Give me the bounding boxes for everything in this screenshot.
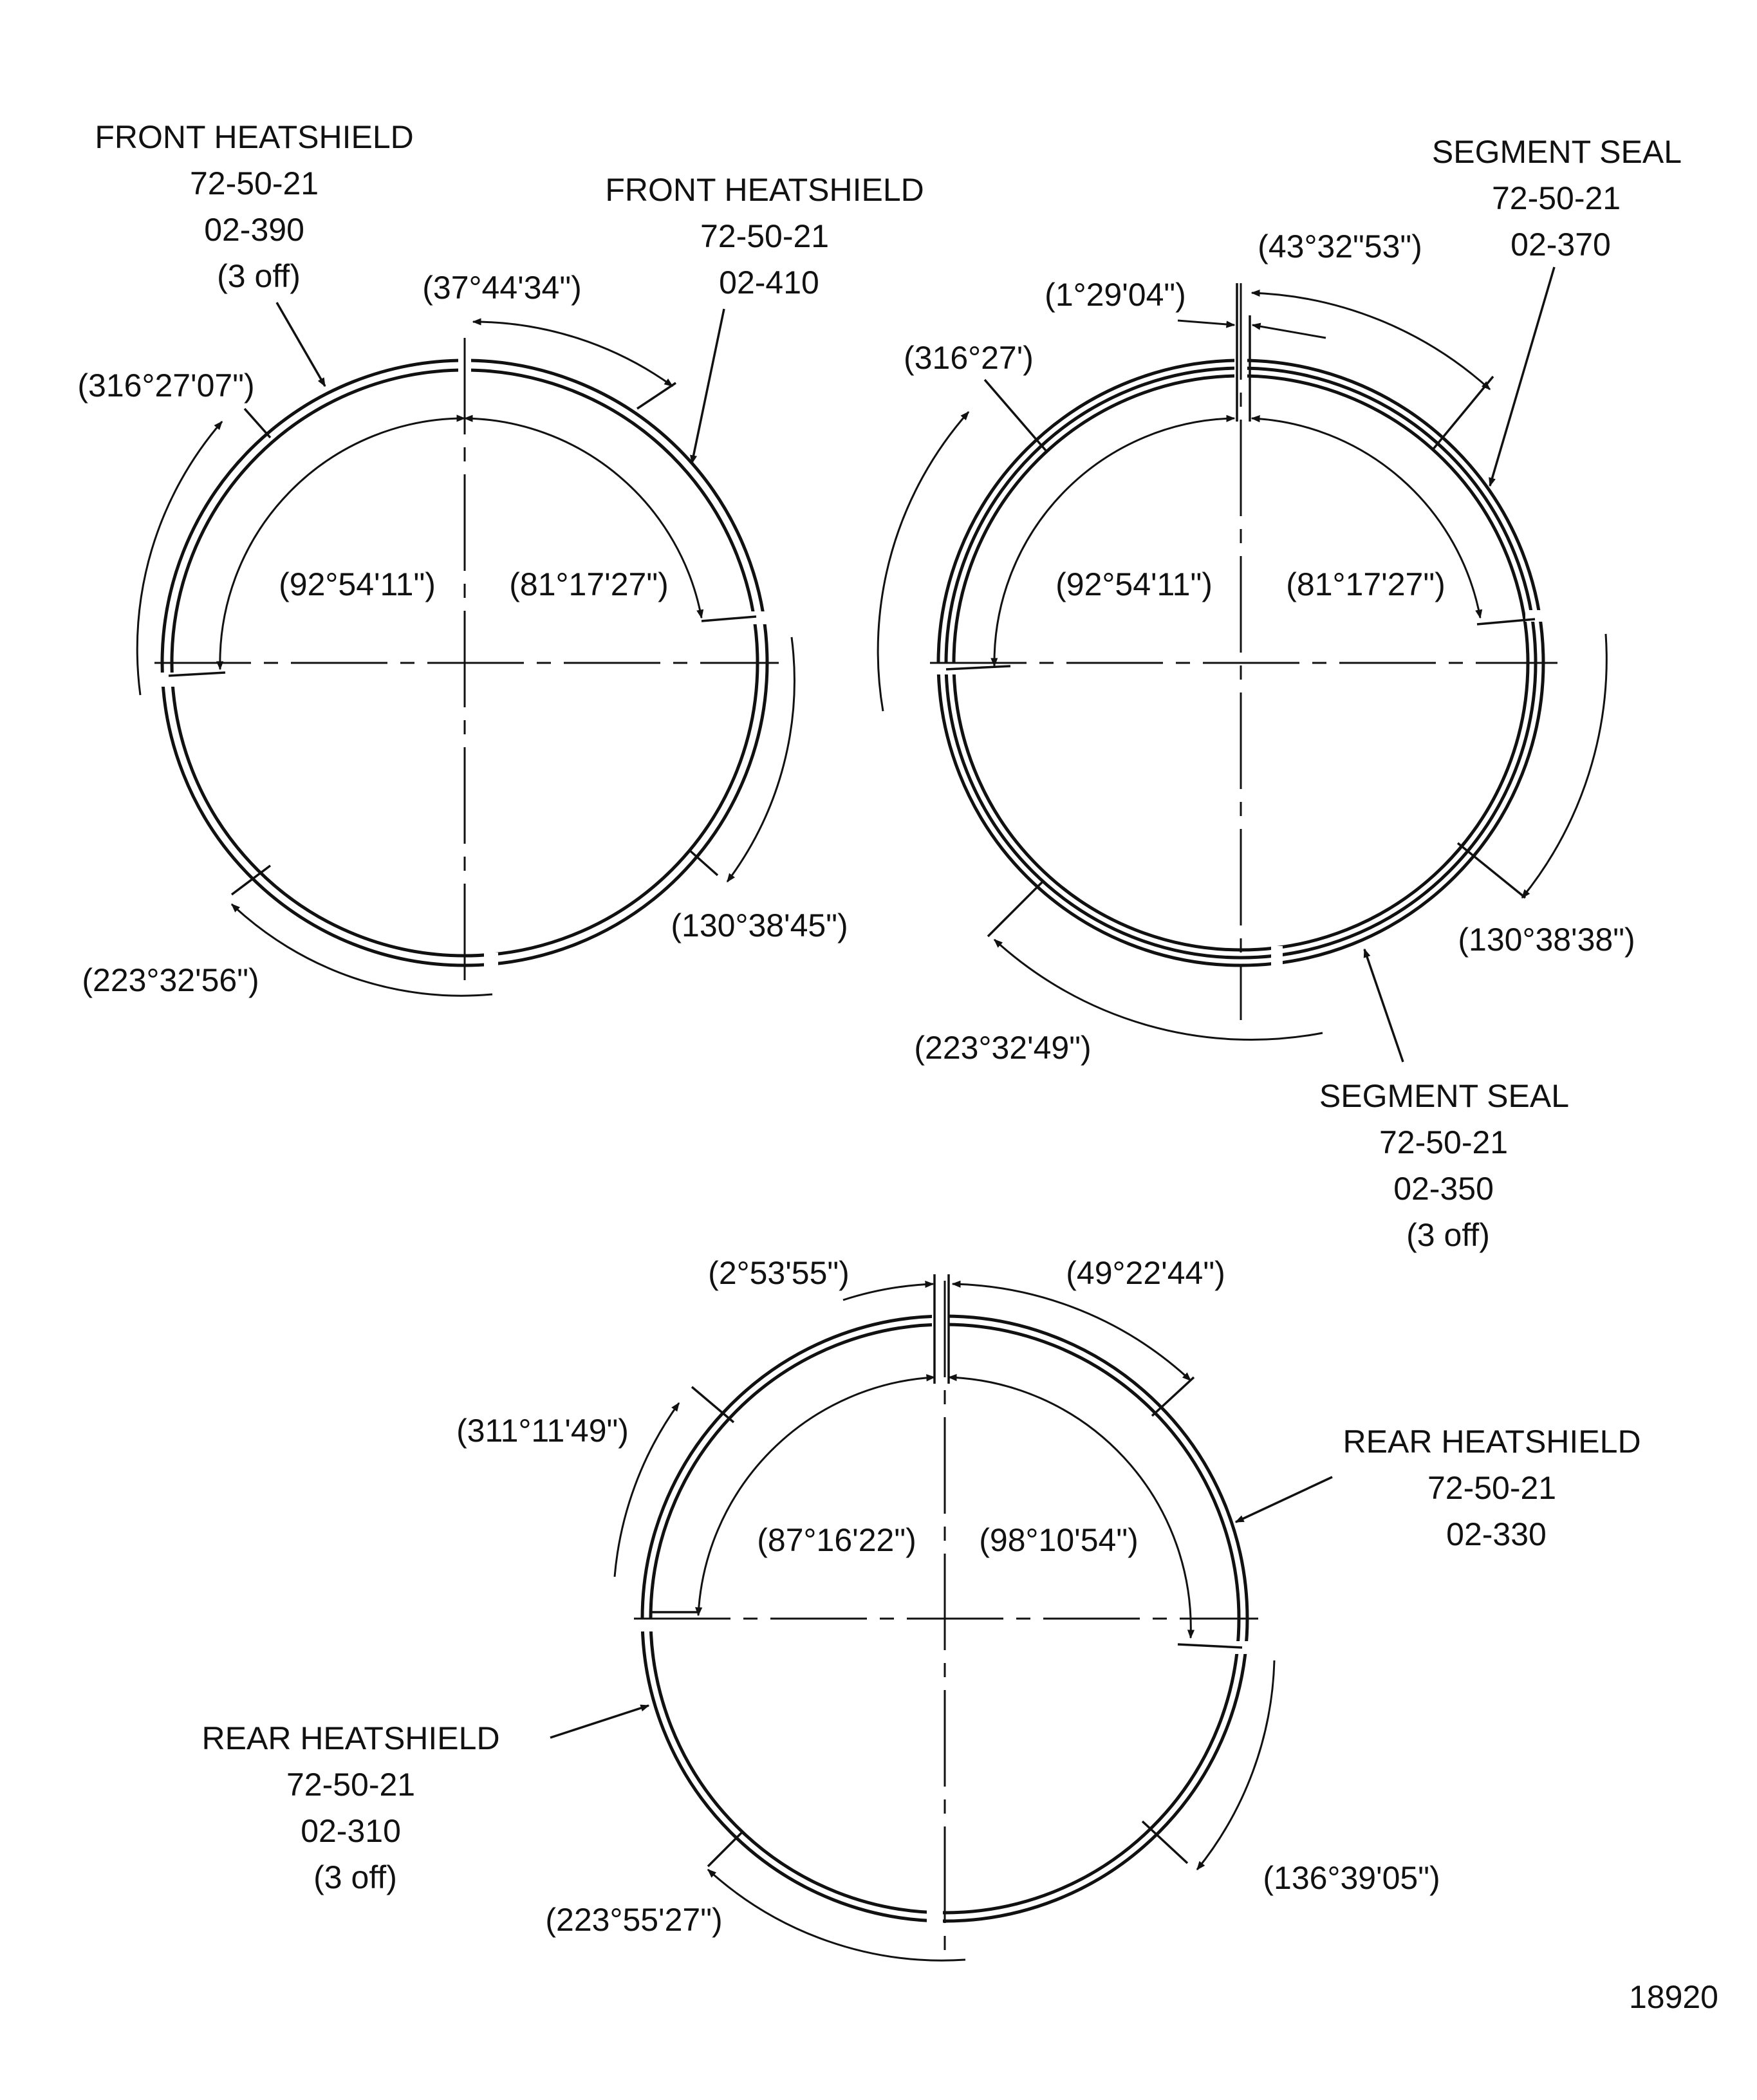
seal-tick-43 xyxy=(1432,376,1493,451)
rear-angle-87: (87°16'22") xyxy=(757,1522,916,1558)
seal-angle-81: (81°17'27") xyxy=(1286,566,1446,602)
rear-gap-left xyxy=(634,1619,656,1631)
seal-angle-130: (130°38'38") xyxy=(1458,922,1635,958)
seal-dim-1-left xyxy=(1178,321,1234,325)
front-tick-37 xyxy=(637,383,676,409)
front-dim-37 xyxy=(473,322,673,386)
rear-heatshield-330-label: REAR HEATSHIELD 72-50-21 02-330 xyxy=(1343,1424,1641,1552)
front-dim-223 xyxy=(232,904,492,996)
seal-gap-bottom xyxy=(1271,946,1283,975)
front-angle-130: (130°38'45") xyxy=(671,907,848,943)
seal-leader-350 xyxy=(1364,949,1403,1062)
rear-angle-311: (311°11'49") xyxy=(456,1413,629,1449)
front-angle-81: (81°17'27") xyxy=(509,566,669,602)
rear-angle-98: (98°10'54") xyxy=(979,1522,1139,1558)
seal-angle-43: (43°32"53") xyxy=(1258,228,1422,265)
seal-angle-92: (92°54'11") xyxy=(1055,566,1213,602)
rear-gap-bottom xyxy=(927,1905,943,1928)
seal-tick-130 xyxy=(1458,843,1525,898)
front-angle-316: (316°27'07") xyxy=(77,367,255,404)
front-angle-37: (37°44'34") xyxy=(422,270,582,306)
front-heatshield-410-label: FRONT HEATSHIELD 72-50-21 02-410 xyxy=(605,172,924,301)
segment-seal-view xyxy=(878,134,1689,1253)
seal-leader-370 xyxy=(1490,267,1554,486)
rear-leader-310 xyxy=(550,1705,649,1738)
rear-angle-223: (223°55'27") xyxy=(545,1902,723,1938)
segment-seal-350-label: SEGMENT SEAL 72-50-21 02-350 (3 off) xyxy=(1319,1078,1568,1253)
rear-heatshield-310-label: REAR HEATSHIELD 72-50-21 02-310 (3 off) xyxy=(201,1720,500,1895)
front-heatshield-390-label: FRONT HEATSHIELD 72-50-21 02-390 (3 off) xyxy=(95,119,414,294)
rear-dim-inner-right xyxy=(949,1377,1191,1638)
front-heatshield-view xyxy=(77,119,933,998)
seal-dim-1-right xyxy=(1252,325,1326,338)
seal-angle-316: (316°27') xyxy=(904,340,1034,376)
rear-tick-223 xyxy=(708,1831,743,1866)
seal-dim-43 xyxy=(1252,293,1490,389)
front-tick-316 xyxy=(245,409,270,438)
rear-angle-136: (136°39'05") xyxy=(1263,1860,1440,1896)
front-leader-390 xyxy=(277,302,325,386)
seal-tick-223 xyxy=(988,882,1043,936)
rear-angle-2: (2°53'55") xyxy=(708,1255,850,1291)
rear-angle-49: (49°22'44") xyxy=(1066,1255,1225,1291)
segment-seal-370-label: SEGMENT SEAL 72-50-21 02-370 xyxy=(1431,134,1681,263)
rear-heatshield-view xyxy=(202,1255,1650,1960)
seal-angle-223: (223°32'49") xyxy=(914,1030,1092,1066)
front-dim-130 xyxy=(727,637,794,882)
front-gap-bottom xyxy=(484,952,498,975)
front-angle-92: (92°54'11") xyxy=(279,566,436,602)
front-tick-right xyxy=(702,617,756,621)
front-leader-410 xyxy=(692,309,724,463)
rear-leader-330 xyxy=(1236,1477,1332,1522)
rear-tick-311 xyxy=(692,1387,734,1422)
front-angle-223: (223°32'56") xyxy=(82,962,259,998)
seal-angle-1: (1°29'04") xyxy=(1045,277,1186,313)
figure-number: 18920 xyxy=(1628,1979,1718,2015)
rear-dim-49 xyxy=(953,1284,1191,1380)
rear-dim-2 xyxy=(843,1284,933,1300)
rear-tick-49 xyxy=(1152,1377,1194,1416)
seal-tick-316 xyxy=(985,380,1046,451)
